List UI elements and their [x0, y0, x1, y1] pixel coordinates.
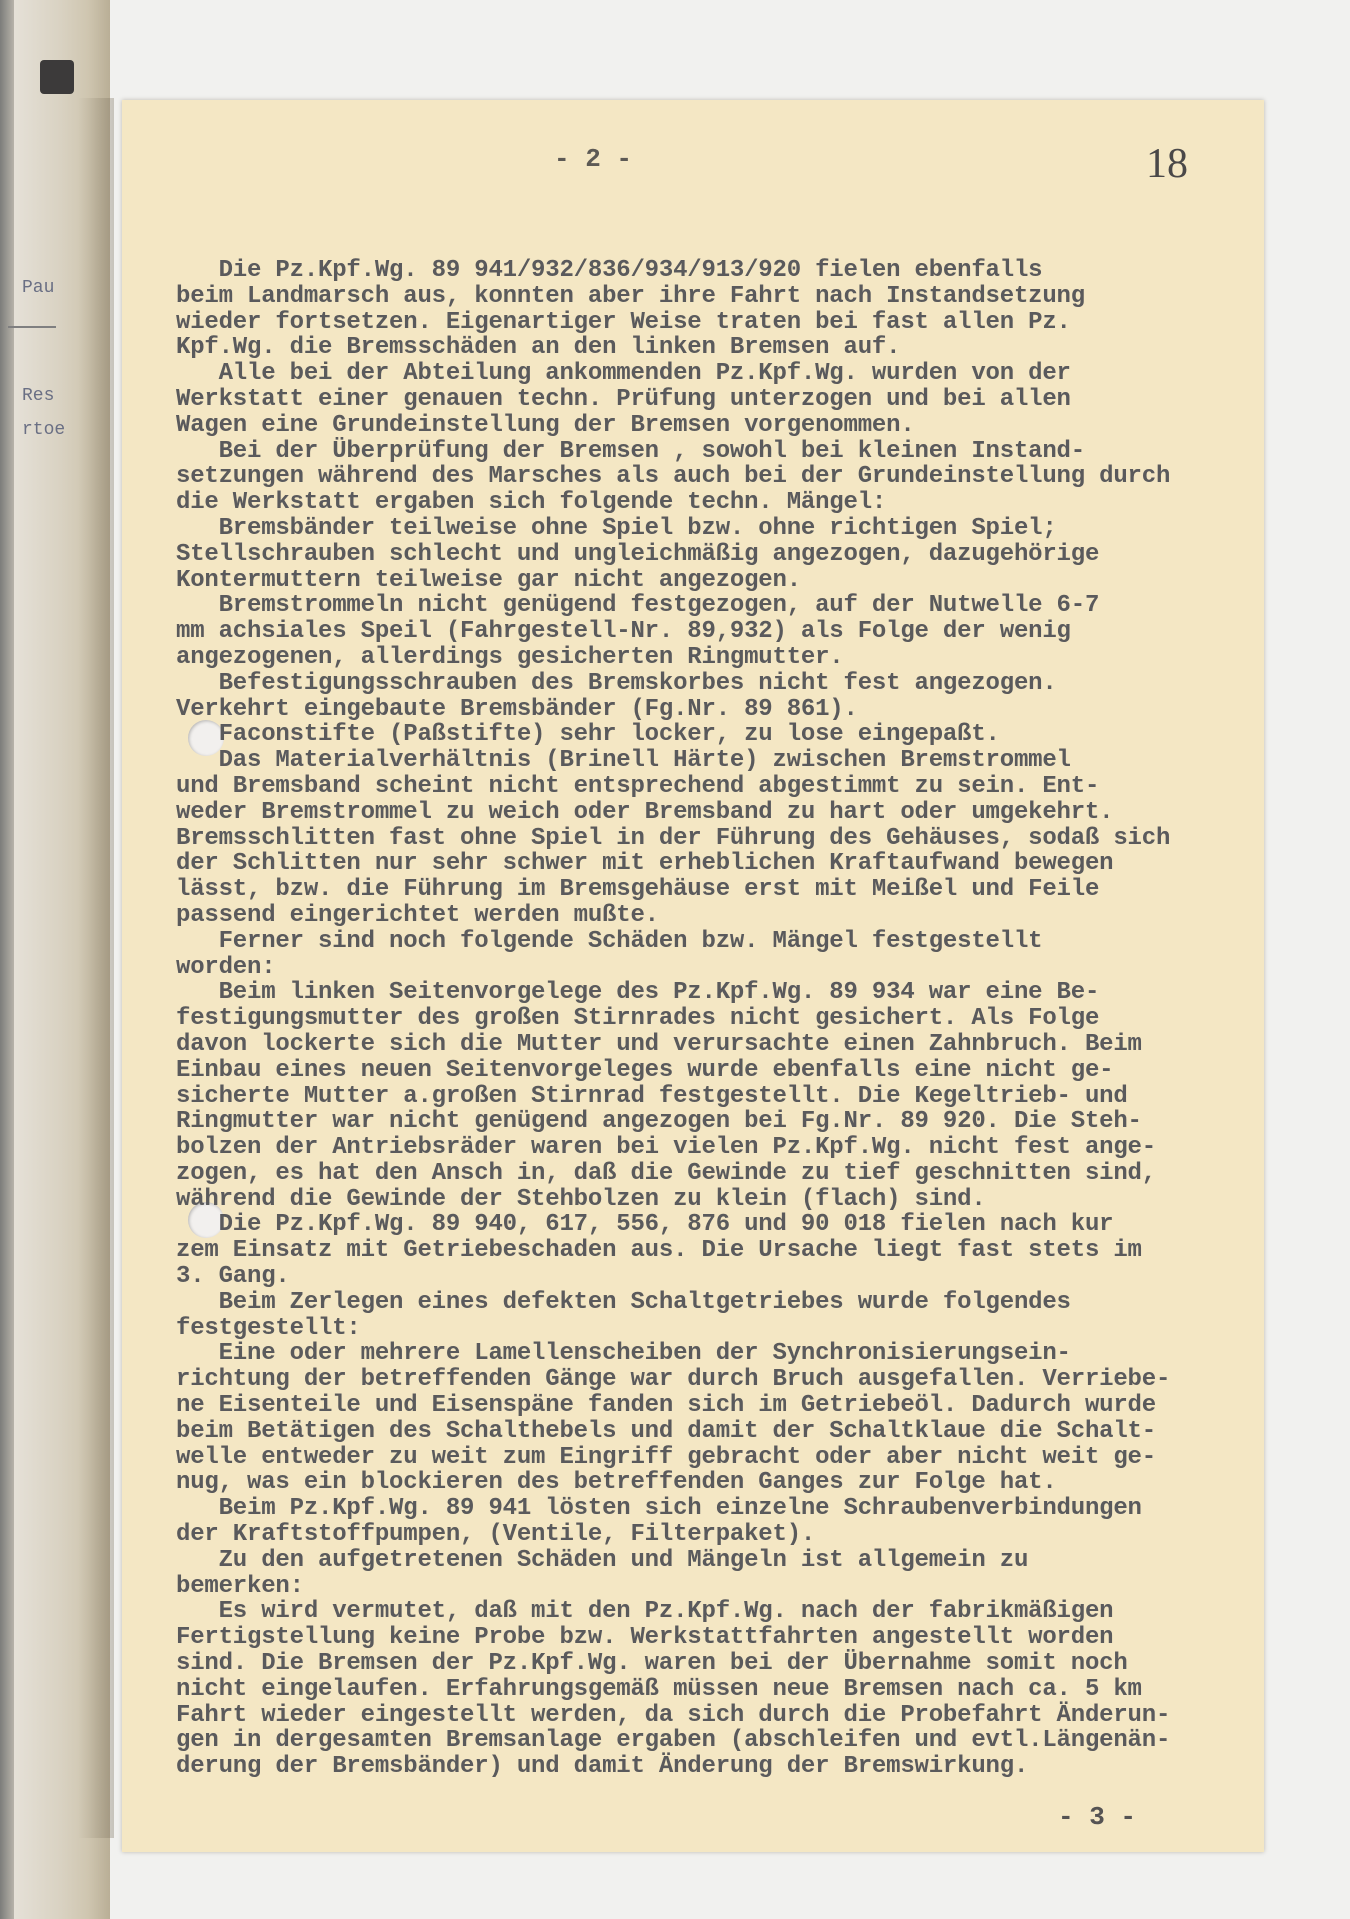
- binder-clip: [40, 60, 74, 94]
- binder-rule-1: [8, 326, 56, 328]
- text-line: worden:: [176, 953, 276, 981]
- text-line: beim Landmarsch aus, konnten aber ihre Fahrt nach Instandsetzung: [176, 282, 1085, 310]
- text-line: gen in dergesamten Bremsanlage ergaben (abschleifen und evtl.Längenän-: [176, 1727, 1171, 1755]
- text-line: Ferner sind noch folgende Schäden bzw. Mängel festgestellt: [176, 927, 1043, 955]
- text-line: Die Pz.Kpf.Wg. 89 941/932/836/934/913/920 fielen ebenfalls: [176, 257, 1043, 284]
- text-line: Alle bei der Abteilung ankommenden Pz.Kpf.Wg. wurden von der: [176, 360, 1071, 388]
- text-line: zem Einsatz mit Getriebeschaden aus. Die Ursache liegt fast stets im: [176, 1237, 1142, 1265]
- text-line: Fahrt wieder eingestellt werden, da sich durch die Probefahrt Änderun-: [176, 1701, 1171, 1729]
- text-line: sicherte Mutter a.großen Stirnrad festgestellt. Die Kegeltrieb- und: [176, 1082, 1128, 1110]
- next-page-marker: - 3 -: [1058, 1802, 1137, 1832]
- text-line: nicht eingelaufen. Erfahrungsgemäß müssen neue Bremsen nach ca. 5 km: [176, 1675, 1142, 1703]
- text-line: Beim Pz.Kpf.Wg. 89 941 lösten sich einzelne Schraubenverbindungen: [176, 1495, 1142, 1523]
- text-line: derung der Bremsbänder) und damit Änderung der Bremswirkung.: [176, 1753, 1029, 1781]
- binder-strip: [0, 0, 14, 1919]
- text-line: Das Materialverhältnis (Brinell Härte) zwischen Bremstrommel: [176, 747, 1071, 775]
- text-line: bemerken:: [176, 1572, 304, 1600]
- page-number: - 2 -: [554, 144, 633, 174]
- text-line: Einbau eines neuen Seitenvorgeleges wurde ebenfalls eine nicht ge-: [176, 1056, 1114, 1084]
- text-line: wieder fortsetzen. Eigenartiger Weise traten bei fast allen Pz.: [176, 308, 1071, 336]
- text-line: mm achsiales Speil (Fahrgestell-Nr. 89,932) als Folge der wenig: [176, 618, 1071, 646]
- text-line: Beim linken Seitenvorgelege des Pz.Kpf.Wg. 89 934 war eine Be-: [176, 979, 1100, 1007]
- text-line: passend eingerichtet werden mußte.: [176, 901, 659, 929]
- text-line: nug, was ein blockieren des betreffenden Ganges zur Folge hat.: [176, 1469, 1057, 1497]
- text-line: Eine oder mehrere Lamellenscheiben der Synchronisierungsein-: [176, 1340, 1071, 1368]
- page-shadow: [78, 98, 114, 1838]
- text-line: lässt, bzw. die Führung im Bremsgehäuse erst mit Meißel und Feile: [176, 876, 1100, 904]
- text-line: Wagen eine Grundeinstellung der Bremsen vorgenommen.: [176, 411, 915, 439]
- text-line: festigungsmutter des großen Stirnrades nicht gesichert. Als Folge: [176, 1005, 1100, 1033]
- text-line: beim Betätigen des Schalthebels und damit der Schaltklaue die Schalt-: [176, 1417, 1156, 1445]
- text-line: Zu den aufgetretenen Schäden und Mängeln ist allgemein zu: [176, 1546, 1029, 1574]
- text-line: richtung der betreffenden Gänge war durch Bruch ausgefallen. Verriebe-: [176, 1366, 1171, 1394]
- binder-mark-2: Res: [22, 386, 55, 406]
- text-line: Es wird vermutet, daß mit den Pz.Kpf.Wg. nach der fabrikmäßigen: [176, 1598, 1114, 1626]
- text-line: Kpf.Wg. die Bremsschäden an den linken Bremsen auf.: [176, 334, 901, 362]
- text-line: ne Eisenteile und Eisenspäne fanden sich im Getriebeöl. Dadurch wurde: [176, 1392, 1156, 1420]
- text-line: 3. Gang.: [176, 1263, 290, 1291]
- text-line: der Kraftstoffpumpen, (Ventile, Filterpaket).: [176, 1521, 816, 1549]
- text-line: festgestellt:: [176, 1314, 361, 1342]
- text-line: Die Pz.Kpf.Wg. 89 940, 617, 556, 876 und 90 018 fielen nach kur: [176, 1211, 1114, 1239]
- text-line: der Schlitten nur sehr schwer mit erheblichen Kraftaufwand bewegen: [176, 850, 1114, 878]
- text-line: Bremsschlitten fast ohne Spiel in der Führung des Gehäuses, sodaß sich: [176, 824, 1171, 852]
- text-line: Bremsbänder teilweise ohne Spiel bzw. ohne richtigen Spiel;: [176, 514, 1057, 542]
- text-line: zogen, es hat den Ansch in, daß die Gewinde zu tief geschnitten sind,: [176, 1159, 1156, 1187]
- document-page: [122, 100, 1264, 1852]
- binder-mark-3: rtoe: [22, 420, 66, 440]
- text-line: Befestigungsschrauben des Bremskorbes nicht fest angezogen.: [176, 669, 1057, 697]
- text-line: Bremstrommeln nicht genügend festgezogen, auf der Nutwelle 6-7: [176, 592, 1100, 620]
- text-line: davon lockerte sich die Mutter und verursachte einen Zahnbruch. Beim: [176, 1030, 1142, 1058]
- text-line: sind. Die Bremsen der Pz.Kpf.Wg. waren bei der Übernahme somit noch: [176, 1650, 1128, 1678]
- text-line: Beim Zerlegen eines defekten Schaltgetriebes wurde folgendes: [176, 1288, 1071, 1316]
- typed-body-text: [176, 258, 1266, 1780]
- text-line: Fertigstellung keine Probe bzw. Werkstattfahrten angestellt worden: [176, 1624, 1114, 1652]
- folio-number: 18: [1146, 141, 1188, 187]
- text-line: Faconstifte (Paßstifte) sehr locker, zu lose eingepaßt.: [176, 721, 1000, 749]
- text-line: Ringmutter war nicht genügend angezogen bei Fg.Nr. 89 920. Die Steh-: [176, 1108, 1142, 1136]
- text-line: Stellschrauben schlecht und ungleichmäßig angezogen, dazugehörige: [176, 540, 1100, 568]
- text-line: Verkehrt eingebaute Bremsbänder (Fg.Nr. 89 861).: [176, 695, 858, 723]
- text-line: welle entweder zu weit zum Eingriff gebracht oder aber nicht weit ge-: [176, 1443, 1156, 1471]
- text-line: angezogenen, allerdings gesicherten Ringmutter.: [176, 643, 844, 671]
- text-line: Bei der Überprüfung der Bremsen , sowohl bei kleinen Instand-: [176, 437, 1085, 465]
- text-line: Werkstatt einer genauen techn. Prüfung unterzogen und bei allen: [176, 385, 1071, 413]
- text-line: und Bremsband scheint nicht entsprechend abgestimmt zu sein. Ent-: [176, 772, 1100, 800]
- text-line: setzungen während des Marsches als auch bei der Grundeinstellung durch: [176, 463, 1171, 491]
- text-line: Kontermuttern teilweise gar nicht angezogen.: [176, 566, 801, 594]
- text-line: während die Gewinde der Stehbolzen zu klein (flach) sind.: [176, 1185, 986, 1213]
- text-line: die Werkstatt ergaben sich folgende techn. Mängel:: [176, 489, 887, 517]
- text-line: weder Bremstrommel zu weich oder Bremsband zu hart oder umgekehrt.: [176, 798, 1114, 826]
- text-line: bolzen der Antriebsräder waren bei vielen Pz.Kpf.Wg. nicht fest ange-: [176, 1134, 1156, 1162]
- binder-mark-1: Pau: [22, 278, 55, 298]
